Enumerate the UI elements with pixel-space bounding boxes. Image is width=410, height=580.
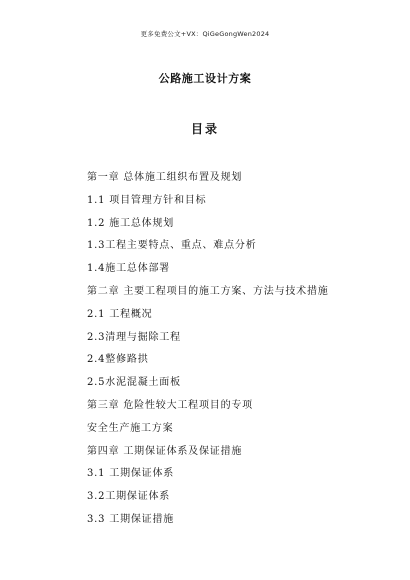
toc-item-2-1: 2.1 工程概况 bbox=[87, 308, 153, 320]
toc-item-1-1: 1.1 项目管理方针和目标 bbox=[87, 194, 207, 206]
header-note: 更多免费公文+VX：QiGeGongWen2024 bbox=[140, 30, 270, 38]
toc-item-chapter-2: 第二章 主要工程项目的施工方案、方法与技术措施 bbox=[87, 285, 329, 297]
table-of-contents bbox=[87, 170, 370, 535]
document-title: 公路施工设计方案 bbox=[158, 72, 252, 85]
toc-item-2-5: 2.5水泥混凝土面板 bbox=[87, 377, 181, 389]
toc-item-3-3: 3.3 工期保证措施 bbox=[87, 513, 175, 525]
toc-heading: 目录 bbox=[190, 122, 219, 136]
toc-item-chapter-3-continued: 安全生产施工方案 bbox=[87, 422, 174, 434]
toc-item-1-2: 1.2 施工总体规划 bbox=[87, 217, 175, 229]
toc-item-1-3: 1.3工程主要特点、重点、难点分析 bbox=[87, 240, 257, 252]
toc-item-2-4: 2.4整修路拱 bbox=[87, 354, 149, 366]
toc-item-1-4: 1.4施工总体部署 bbox=[87, 263, 171, 275]
toc-item-chapter-4: 第四章 工期保证体系及保证措施 bbox=[87, 445, 243, 457]
toc-item-chapter-1: 第一章 总体施工组织布置及规划 bbox=[87, 172, 243, 183]
toc-item-3-1: 3.1 工期保证体系 bbox=[87, 468, 175, 480]
toc-item-3-2: 3.2工期保证体系 bbox=[87, 491, 171, 503]
toc-item-chapter-3: 第三章 危险性较大工程项目的专项 bbox=[87, 399, 253, 411]
toc-item-2-3: 2.3清理与掘除工程 bbox=[87, 331, 181, 343]
